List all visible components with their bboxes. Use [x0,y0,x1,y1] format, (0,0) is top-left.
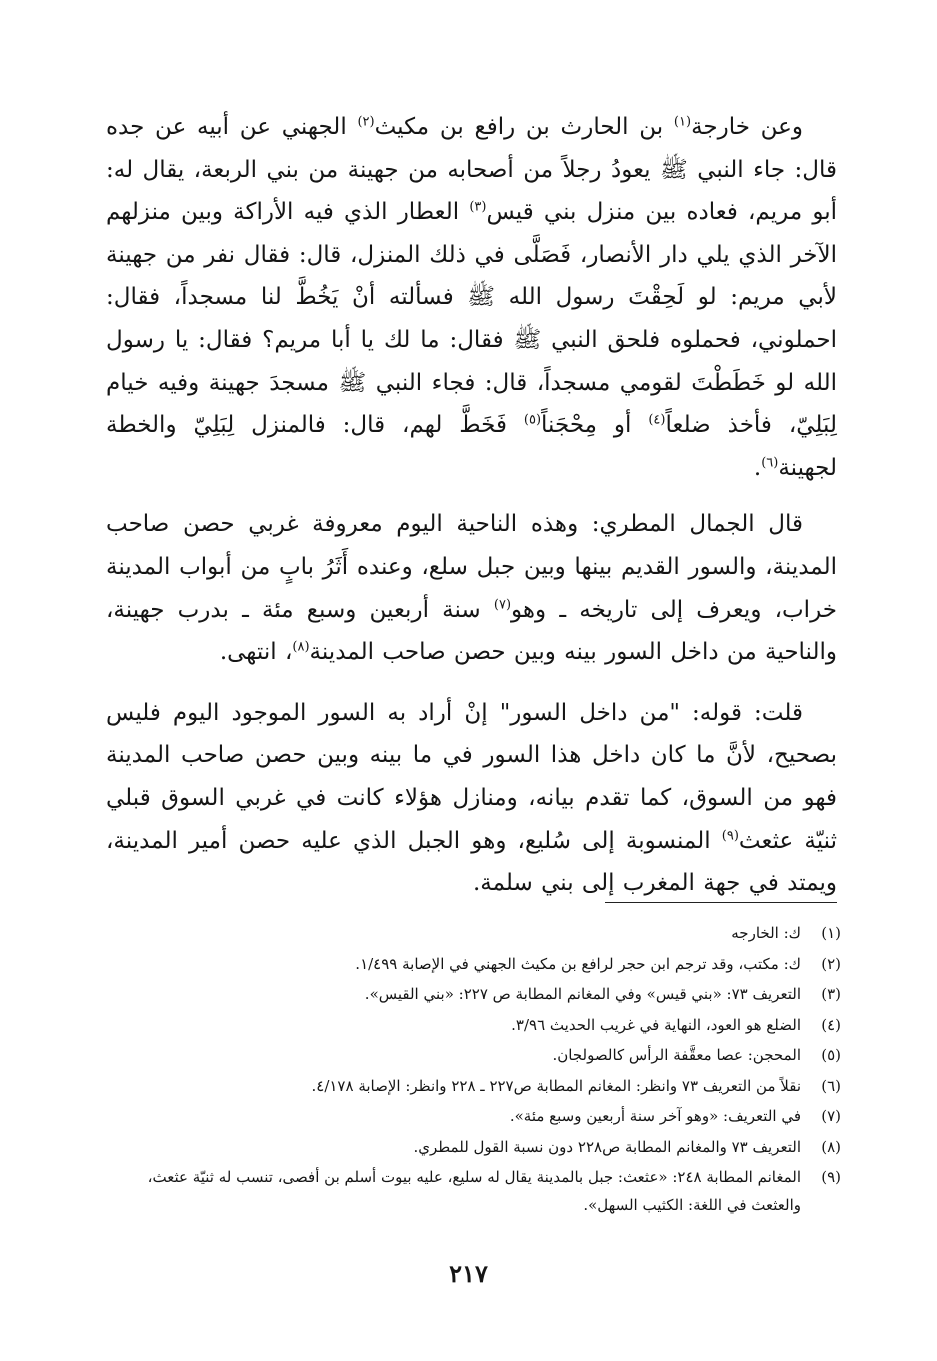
paragraph-hadith [106,106,837,489]
text-segment: وعن خارجة [691,114,804,140]
text-segment: قلت: قوله: "من داخل السور" إنْ أراد به السور الموجود اليوم فليس بصحيح، لأنَّ ما كان داخل هذا السور في ما بينه وبين حصن صاحب المدينة فهو من السوق، كما تقدم بيانه، ومنازل هؤلاء كانت في غربي السوق قبلي ثنيّة عثعث [106,699,837,854]
footnote-separator [605,902,837,903]
text-segment: قال الجمال المطري: وهذه الناحية اليوم معروفة غربي حصن صاحب المدينة، والسور القديم بينها وبين جبل سلع، وعنده أَثَرُ بابٍ من أبواب المدينة خراب، ويعرف إلى تاريخه ـ وهو [106,511,837,623]
footnote-number: (٦) [821,1076,841,1095]
footnote-item [104,1040,841,1071]
footnote-ref-8[interactable]: (٨) [292,639,310,655]
footnote-text: ك: الخارجه [731,924,801,942]
footnote-number: (٣) [821,985,841,1003]
footnote-ref-2[interactable]: (٢) [357,114,375,130]
paragraph-commentary [106,692,837,905]
footnote-item [104,1101,841,1132]
footnote-text: المغانم المطابة ٢٤٨: «عثعث: جبل بالمدينة يقال له سليع، عليه بيوت أسلم بن أفصى، تنسب له ثنيّة عثعث، والعثعث في اللغة: الكثيب السهل». [147,1168,801,1214]
footnote-item [104,1132,841,1163]
footnote-item [104,979,841,1010]
footnote-text: ك: مكتب، وقد ترجم ابن حجر لرافع بن مكيث الجهني في الإصابة ١/٤٩٩. [355,954,801,973]
footnote-ref-1[interactable]: (١) [673,114,692,130]
text-segment: سنة أربعين وسبع مئة ـ بدرب جهينة، والناحية من داخل السور بينه وبين حصن صاحب المدينة [106,596,837,666]
footnote-number: (٢) [821,954,841,973]
paragraph-matari [106,503,837,673]
footnote-text: الضلع هو العود، النهاية في غريب الحديث ٣/٩٦. [511,1015,801,1034]
text-segment: أو مِحْجَناً [541,412,649,439]
footnote-text: نقلاً من التعريف ٧٣ وانظر: المغانم المطابة ص٢٢٧ ـ ٢٢٨ وانظر: الإصابة ٤/١٧٨. [311,1076,801,1095]
text-segment: الجهني عن أبيه عن جده قال: جاء النبي ﷺ يعودُ رجلاً من أصحابه من جهينة من بني الربعة، يقال له: أبو مريم، فعاده بين منزل بني قيس [106,114,837,226]
text-segment: . [753,454,762,481]
text-segment: فَخَطَّ لهم، قال: فالمنزل لِبَلِيّ والخطة لجهينة [106,412,837,481]
footnote-number: (٥) [821,1046,841,1064]
footnote-ref-7[interactable]: (٧) [493,596,512,612]
footnote-item [104,1010,841,1041]
footnote-ref-9[interactable]: (٩) [721,827,739,843]
main-text [106,106,837,905]
footnote-item [104,949,841,980]
footnotes-list [104,918,841,1219]
footnote-number: (٨) [821,1137,841,1156]
footnote-number: (٩) [821,1168,841,1186]
footnote-ref-4[interactable]: (٤) [648,412,666,428]
footnote-ref-5[interactable]: (٥) [523,412,542,428]
page-number: ٢١٧ [449,1259,488,1288]
footnote-text: التعريف ٧٣: «بني قيس» وفي المغانم المطابة ص ٢٢٧: «بني القيس». [364,985,801,1003]
footnote-text: في التعريف: «وهو آخر سنة أربعين وسبع مئة». [509,1107,801,1125]
footnote-ref-6[interactable]: (٦) [761,455,779,471]
footnote-ref-3[interactable]: (٣) [469,199,487,215]
footnote-text: التعريف ٧٣ والمغانم المطابة ص٢٢٨ دون نسبة القول للمطري. [413,1137,801,1156]
footnote-item [104,1162,841,1219]
footnote-item [104,1071,841,1102]
footnote-number: (٧) [821,1107,841,1125]
footnote-number: (٤) [821,1015,841,1034]
text-segment: ، انتهى. [219,639,293,666]
text-segment: العطار الذي فيه الأراكة وبين منزلهم الآخر الذي يلي دار الأنصار، فَصَلَّى في ذلك المنزل، قال: فقال نفر من جهينة لأبي مريم: لو لَحِقْتَ رسول الله ﷺ فسألته أنْ يَخُطَّ لنا مسجداً، فقال: احملوني، فحملوه فلحق النبي ﷺ فقال: ما لك يا أبا مريم؟ فقال: يا رسول الله لو خَطَطْتَ لقومي مسجداً، قال: فجاء النبي ﷺ مسجدَ جهينة وفيه خيام لِبَلِيّ، فأخذ ضلعاً [106,199,837,439]
footnote-number: (١) [821,924,841,942]
text-segment: بن الحارث بن رافع بن مكيث [374,114,674,140]
text-segment: المنسوبة إلى سُليع، وهو الجبل الذي عليه حصن أمير المدينة، ويمتد في جهة المغرب إلى بني سلمة. [106,827,837,897]
footnote-text: المحجن: عصا معقَّفة الرأس كالصولجان. [552,1046,801,1064]
footnote-item [104,918,841,949]
